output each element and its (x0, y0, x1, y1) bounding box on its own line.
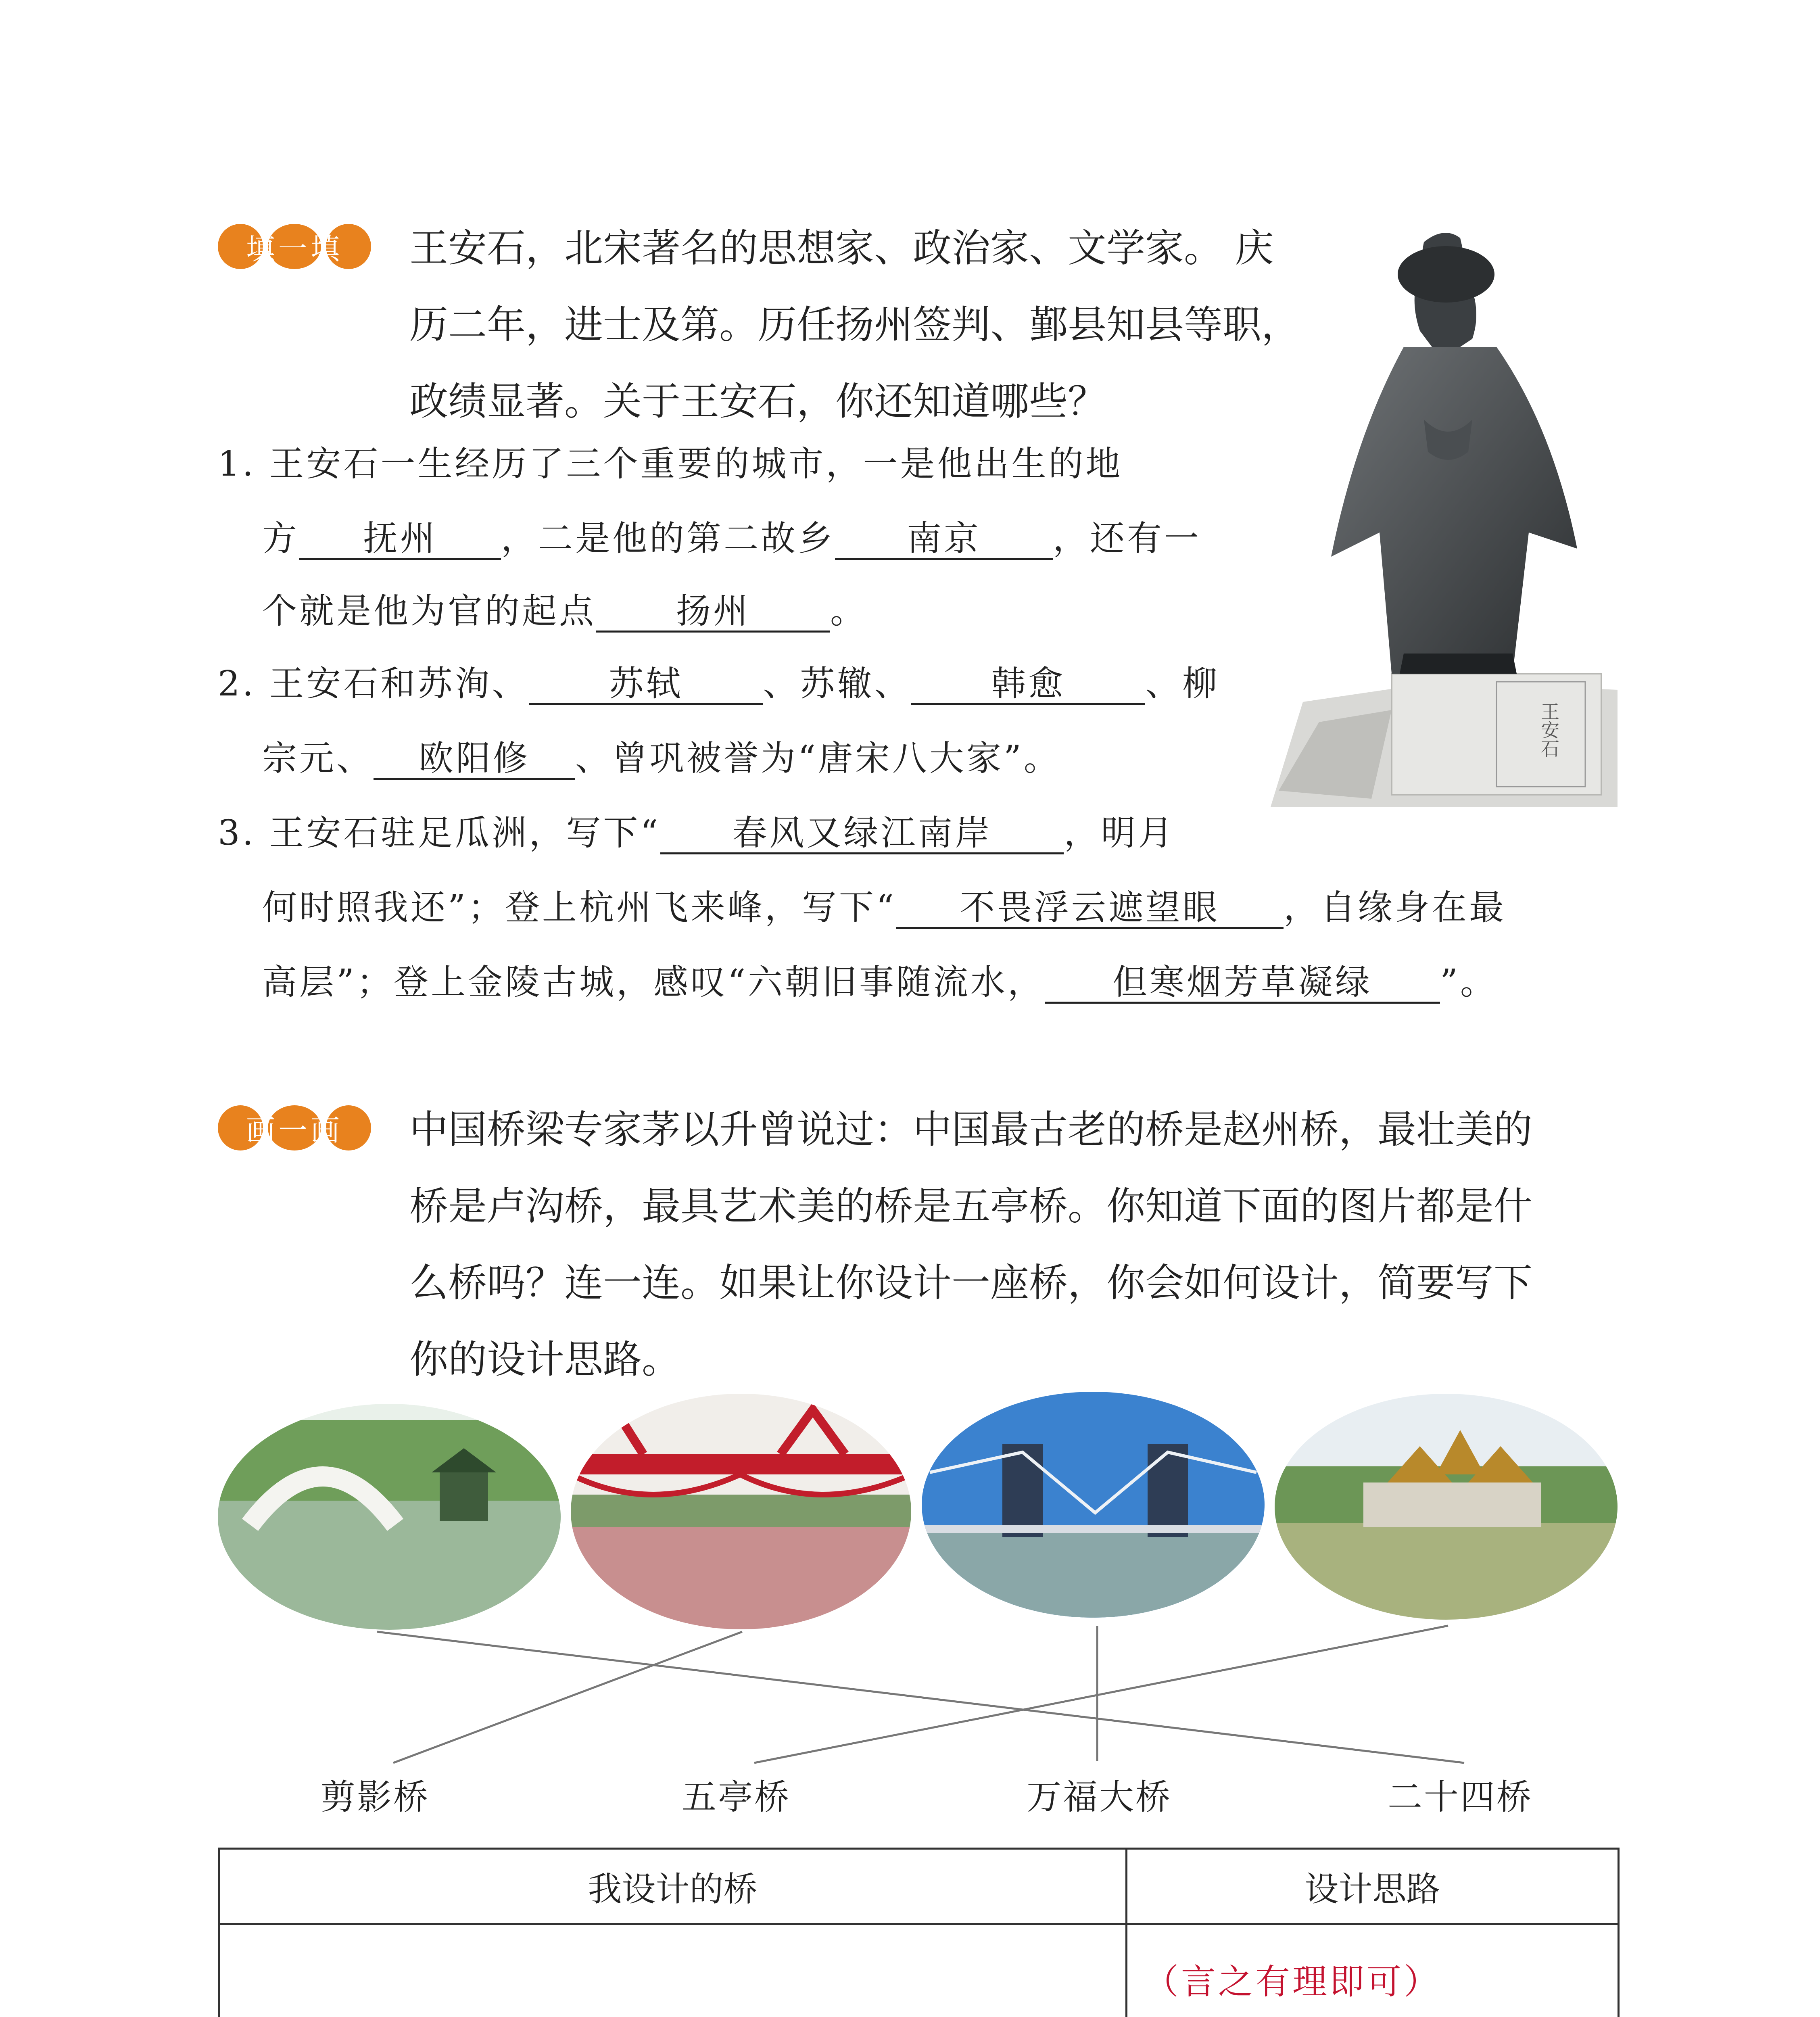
fill-intro: 王安石，北宋著名的思想家、政治家、文学家。 庆 历二年，进士及第。历任扬州签判、鄞县知县等职， 政绩显著。关于王安石，你还知道哪些？ (409, 226, 1300, 424)
my-bridge-drawing-cell[interactable] (219, 1924, 1127, 2017)
bridge-name-twenty-four: 二十四桥 (1388, 1777, 1533, 1817)
answer-blank: 抚州 (299, 520, 501, 560)
bridge-name-silhouette: 剪影桥 (321, 1777, 430, 1817)
question-1-line-1: 1. 王安石一生经历了三个重要的城市，一是他出生的地 (218, 444, 1123, 484)
draw-intro: 中国桥梁专家茅以升曾说过：中国最古老的桥是赵州桥，最壮美的 桥是卢沟桥，最具艺术美的桥是五亭桥。你知道下面的图片都是什 么桥吗？连一连。如果让你设计一座桥，你会如何设计，简要写下 你的设计思路。 (409, 1107, 1532, 1382)
question-3-line-2: 何时照我还”；登上杭州飞来峰，写下“ 不畏浮云遮望眼 ，自缘身在最 (262, 879, 1506, 929)
question-2-line-1: 2. 王安石和苏洵、 苏轼 、苏辙、 韩愈 、柳 (218, 656, 1219, 706)
bridge-name-wanfu: 万福大桥 (1027, 1777, 1172, 1817)
answer-blank: 南京 (835, 520, 1053, 560)
answer-note: （言之有理即可） (1144, 1962, 1441, 2002)
answer-blank: 不畏浮云遮望眼 (896, 889, 1284, 929)
question-3-line-1: 3. 王安石驻足瓜洲，写下“ 春风又绿江南岸 ，明月 (218, 805, 1175, 855)
answer-blank: 苏轼 (529, 665, 763, 705)
question-3-line-3: 高层”；登上金陵古城，感叹“六朝旧事随流水， 但寒烟芳草凝绿 ”。 (262, 954, 1497, 1004)
answer-blank: 扬州 (596, 592, 830, 633)
answer-blank: 韩愈 (911, 665, 1145, 705)
table-header-design-idea: 设计思路 (1127, 1849, 1619, 1924)
question-1-line-2: 方 抚州 ，二是他的第二故乡 南京 ，还有一 (262, 510, 1201, 560)
answer-blank: 但寒烟芳草凝绿 (1045, 963, 1440, 1004)
draw-badge: 画一画 (218, 1105, 371, 1150)
line-photo-1-to-twenty-four-bridge (377, 1632, 1464, 1763)
bridge-name-five-pavilion: 五亭桥 (682, 1777, 791, 1817)
design-idea-cell[interactable] (1127, 1924, 1619, 2017)
question-2-line-2: 宗元、 欧阳修 、曾巩被誉为“唐宋八大家”。 (262, 730, 1061, 780)
answer-blank: 春风又绿江南岸 (660, 814, 1064, 854)
question-1-line-3: 个就是他为官的起点 扬州 。 (262, 583, 867, 633)
svg-text:王安石: 王安石 (1538, 702, 1560, 758)
design-table (218, 1848, 1620, 2017)
table-header-my-bridge: 我设计的桥 (219, 1849, 1127, 1924)
fill-in-badge: 填一填 (218, 224, 371, 269)
answer-blank: 欧阳修 (374, 739, 575, 780)
line-photo-2-to-silhouette-bridge (393, 1632, 742, 1763)
line-photo-4-to-five-pavilion-bridge (754, 1626, 1448, 1763)
